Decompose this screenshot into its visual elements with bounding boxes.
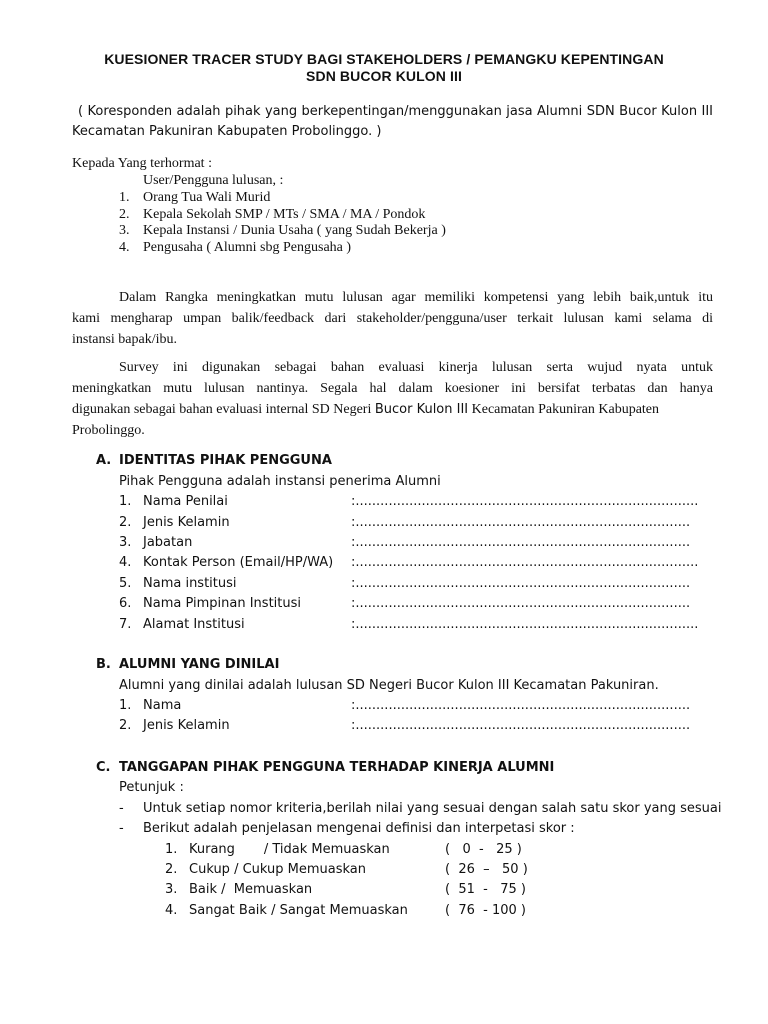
score-number: 3. (165, 882, 178, 897)
document-title-line2: SDN BUCOR KULON III (306, 68, 462, 84)
field-number: 1. (119, 698, 132, 713)
field-number: 1. (119, 494, 132, 509)
field-number: 2. (119, 515, 132, 530)
field-label: Jabatan (143, 535, 193, 550)
field-label: Nama institusi (143, 576, 237, 591)
paragraph2-line2: meningkatkan mutu lulusan nantinya. Segala hal dalam koesioner ini bersifat terbatas dan hanya (72, 381, 713, 396)
list-item-number: 2. (119, 207, 130, 222)
school-name: Bucor Kulon III (374, 402, 469, 417)
score-label: Baik / Memuaskan (189, 882, 313, 897)
section-letter: B. (96, 657, 111, 672)
paragraph2-line1: Survey ini digunakan sebagai bahan evaluasi kinerja lulusan serta wujud nyata untuk (119, 360, 713, 375)
section-letter: C. (96, 760, 111, 775)
field-blank[interactable]: :................................................................................... (351, 555, 699, 570)
score-range: ( 51 - 75 ) (445, 882, 526, 897)
paragraph2-text: Kecamatan Pakuniran Kabupaten (468, 402, 660, 417)
greeting: Kepada Yang terhormat : (72, 156, 212, 171)
field-number: 4. (119, 555, 132, 570)
field-number: 6. (119, 596, 132, 611)
bullet-text: Untuk setiap nomor kriteria,berilah nilai yang sesuai dengan salah satu skor yang sesuai (143, 801, 722, 816)
section-description: Pihak Pengguna adalah instansi penerima Alumni (119, 474, 441, 489)
section-heading: ALUMNI YANG DINILAI (119, 657, 280, 672)
score-number: 1. (165, 842, 178, 857)
intro-line1: ( Koresponden adalah pihak yang berkepentingan/menggunakan jasa Alumni SDN Bucor Kulon III (78, 104, 713, 119)
paragraph2-text: digunakan sebagai bahan evaluasi internal SD Negeri (72, 402, 375, 417)
field-label: Nama Pimpinan Institusi (143, 596, 301, 611)
list-item: Orang Tua Wali Murid (143, 190, 271, 205)
field-blank[interactable]: :................................................................................. (351, 535, 691, 550)
field-number: 5. (119, 576, 132, 591)
recipient-label: User/Pengguna lulusan, : (143, 173, 284, 188)
score-number: 4. (165, 903, 178, 918)
score-range: ( 76 - 100 ) (445, 903, 526, 918)
field-blank[interactable]: :................................................................................. (351, 698, 691, 713)
intro-line2: Kecamatan Pakuniran Kabupaten Probolinggo. ) (72, 124, 382, 139)
score-number: 2. (165, 862, 178, 877)
field-label: Kontak Person (Email/HP/WA) (143, 555, 334, 570)
paragraph1-line3: instansi bapak/ibu. (72, 332, 177, 347)
score-label: Kurang / Tidak Memuaskan (189, 842, 390, 857)
field-label: Alamat Institusi (143, 617, 245, 632)
score-label: Cukup / Cukup Memuaskan (189, 862, 367, 877)
bullet-text: Berikut adalah penjelasan mengenai definisi dan interpetasi skor : (143, 821, 575, 836)
document-title-line1: KUESIONER TRACER STUDY BAGI STAKEHOLDERS / PEMANGKU KEPENTINGAN (104, 51, 664, 67)
paragraph1-line2: kami mengharap umpan balik/feedback dari stakeholder/pengguna/user terkait lulusan kami selama di (72, 311, 713, 326)
section-heading: IDENTITAS PIHAK PENGGUNA (119, 453, 332, 468)
field-label: Nama (143, 698, 182, 713)
field-label: Jenis Kelamin (143, 515, 230, 530)
instruction-label: Petunjuk : (119, 780, 184, 795)
field-blank[interactable]: :................................................................................. (351, 718, 691, 733)
field-number: 7. (119, 617, 132, 632)
paragraph2-line4: Probolinggo. (72, 423, 145, 438)
bullet-dash: - (119, 801, 124, 816)
field-blank[interactable]: :................................................................................... (351, 617, 699, 632)
list-item-number: 3. (119, 223, 130, 238)
score-label: Sangat Baik / Sangat Memuaskan (189, 903, 408, 918)
score-range: ( 26 – 50 ) (445, 862, 528, 877)
section-heading: TANGGAPAN PIHAK PENGGUNA TERHADAP KINERJA ALUMNI (119, 760, 555, 775)
score-range: ( 0 - 25 ) (445, 842, 522, 857)
section-description: Alumni yang dinilai adalah lulusan SD Negeri Bucor Kulon III Kecamatan Pakuniran. (119, 678, 659, 693)
list-item: Kepala Instansi / Dunia Usaha ( yang Sudah Bekerja ) (143, 223, 446, 238)
field-label: Jenis Kelamin (143, 718, 230, 733)
bullet-dash: - (119, 821, 124, 836)
list-item: Kepala Sekolah SMP / MTs / SMA / MA / Pondok (143, 207, 426, 222)
list-item: Pengusaha ( Alumni sbg Pengusaha ) (143, 240, 352, 255)
list-item-number: 4. (119, 240, 130, 255)
list-item-number: 1. (119, 190, 130, 205)
field-blank[interactable]: :................................................................................. (351, 596, 691, 611)
paragraph2-line3 (72, 402, 659, 418)
section-letter: A. (96, 453, 112, 468)
paragraph1-line1: Dalam Rangka meningkatkan mutu lulusan agar memiliki kompetensi yang lebih baik,untuk itu (119, 290, 713, 305)
field-blank[interactable]: :................................................................................... (351, 494, 699, 509)
field-number: 2. (119, 718, 132, 733)
field-label: Nama Penilai (143, 494, 228, 509)
field-number: 3. (119, 535, 132, 550)
field-blank[interactable]: :................................................................................. (351, 515, 691, 530)
field-blank[interactable]: :................................................................................. (351, 576, 691, 591)
